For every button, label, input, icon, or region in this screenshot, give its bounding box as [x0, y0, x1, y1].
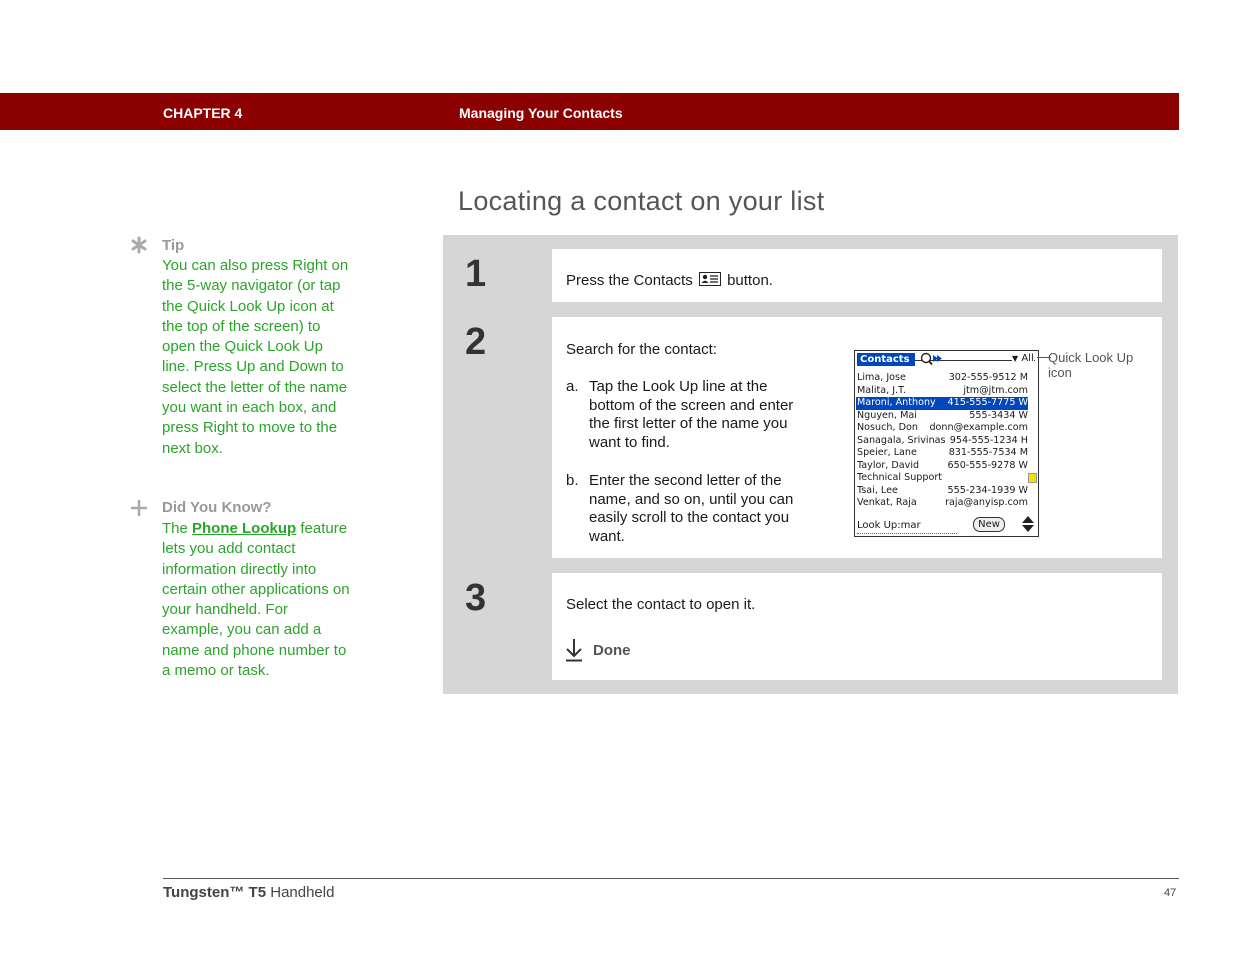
phone-lookup-link[interactable]: Phone Lookup	[192, 520, 297, 537]
contact-value: 954-555-1234 H	[949, 434, 1028, 446]
step-2	[457, 317, 1162, 558]
item-label: a.	[566, 378, 579, 395]
look-up-underline	[857, 533, 957, 534]
step-number-cell	[457, 249, 552, 302]
contact-name: Taylor, David	[857, 459, 920, 471]
category-value: All	[1021, 353, 1034, 364]
plus-icon	[130, 499, 148, 517]
contact-name: Nosuch, Don	[857, 422, 918, 433]
step-number-cell	[457, 317, 552, 558]
step-number: 2	[465, 321, 487, 363]
contact-row	[856, 497, 1028, 510]
contact-name: Malita, J.T.	[857, 384, 906, 396]
tip-heading: Tip	[162, 237, 185, 254]
contact-value: 650-555-9278 W	[947, 459, 1028, 471]
contact-value: raja@anyisp.com	[945, 497, 1028, 508]
contacts-tab: Contacts	[857, 353, 915, 366]
chevron-down-icon: ▼	[1012, 354, 1019, 363]
contact-name: Maroni, Anthony	[857, 397, 936, 408]
footer-product-rest: Handheld	[266, 884, 335, 901]
contacts-button-icon	[699, 272, 721, 286]
item-label: b.	[566, 472, 579, 489]
step-2-intro: Search for the contact:	[566, 341, 717, 358]
step-content	[552, 573, 1162, 680]
contact-name: Technical Support	[857, 472, 943, 483]
contact-row	[856, 447, 1028, 460]
footer-product	[163, 884, 334, 901]
step-content	[552, 249, 1162, 302]
done-label: Done	[593, 642, 631, 659]
contact-name: Venkat, Raja	[857, 497, 917, 508]
step-1-text	[566, 272, 773, 289]
contact-value: 302-555-9512 M	[948, 372, 1028, 383]
step-1	[457, 249, 1162, 302]
did-you-know-body	[162, 519, 352, 681]
contact-name: Tsai, Lee	[857, 484, 898, 496]
done-arrow-icon	[565, 638, 583, 662]
did-you-know-suffix: feature lets you add contact information directly into certain other applications on your handheld. For example, you can add a name and phone number to a memo or task.	[162, 520, 350, 680]
contact-name: Speier, Lane	[857, 447, 917, 458]
look-up-label: Look Up:	[857, 520, 901, 531]
footer-rule	[163, 878, 1179, 879]
page-number: 47	[1164, 887, 1177, 899]
chapter-title: Managing Your Contacts	[459, 105, 623, 121]
look-up-value: mar	[900, 520, 921, 531]
footer-product-bold: Tungsten™ T5	[163, 884, 267, 901]
steps-panel	[443, 235, 1178, 694]
contact-value: jtm@jtm.com	[963, 384, 1028, 396]
contact-row	[856, 472, 1028, 485]
asterisk-icon	[130, 236, 148, 254]
step-number: 1	[465, 253, 487, 295]
step-1-text-before: Press the Contacts	[566, 272, 693, 289]
contact-row	[856, 435, 1028, 448]
note-icon	[1028, 473, 1037, 483]
contact-row	[856, 410, 1028, 423]
step-number-cell	[457, 573, 552, 680]
new-button: New	[973, 517, 1005, 532]
step-number: 3	[465, 577, 487, 619]
contact-value: 415-555-7775 W	[947, 397, 1028, 408]
contact-value: donn@example.com	[929, 422, 1028, 433]
category-dropdown	[1012, 353, 1034, 364]
contact-name: Sanagala, Srivinas	[857, 434, 946, 446]
step-3-text: Select the contact to open it.	[566, 596, 756, 613]
look-up-line	[857, 520, 921, 531]
contacts-screen-image	[854, 350, 1039, 537]
contact-row	[856, 422, 1028, 435]
contact-row	[856, 397, 1028, 410]
quick-look-up-icon	[919, 352, 943, 366]
item-text: Enter the second letter of the name, and so on, until you can easily scroll to the contact you want.	[589, 472, 794, 545]
contact-row	[856, 385, 1028, 398]
step-content	[552, 317, 1162, 558]
step-3	[457, 573, 1162, 680]
did-you-know-prefix: The	[162, 520, 193, 537]
contact-row	[856, 460, 1028, 473]
scroll-arrows-icon	[1021, 515, 1035, 533]
contact-value: 555-234-1939 W	[947, 484, 1028, 496]
tip-body: You can also press Right on the 5-way navigator (or tap the Quick Look Up icon at the top of the screen) to open the Quick Look Up line. Press Up and Down to select the letter of the name you want in each box, and press Right to move to the next box.	[162, 257, 349, 457]
contact-value: 555-3434 W	[969, 409, 1028, 421]
contact-value: 831-555-7534 M	[948, 447, 1028, 458]
contact-row	[856, 485, 1028, 498]
step-1-text-after: button.	[727, 272, 773, 289]
step-2-item-a	[566, 378, 816, 452]
contact-row	[856, 372, 1028, 385]
step-2-item-b	[566, 472, 816, 546]
chapter-label: CHAPTER 4	[163, 105, 243, 121]
contact-name: Lima, Jose	[857, 372, 906, 383]
page-title: Locating a contact on your list	[458, 186, 825, 216]
contact-name: Nguyen, Mai	[857, 409, 917, 421]
did-you-know-heading: Did You Know?	[162, 499, 272, 516]
quick-look-up-callout: Quick Look Up icon	[1048, 350, 1134, 380]
item-text: Tap the Look Up line at the bottom of the screen and enter the first letter of the name you want to find.	[589, 378, 794, 451]
